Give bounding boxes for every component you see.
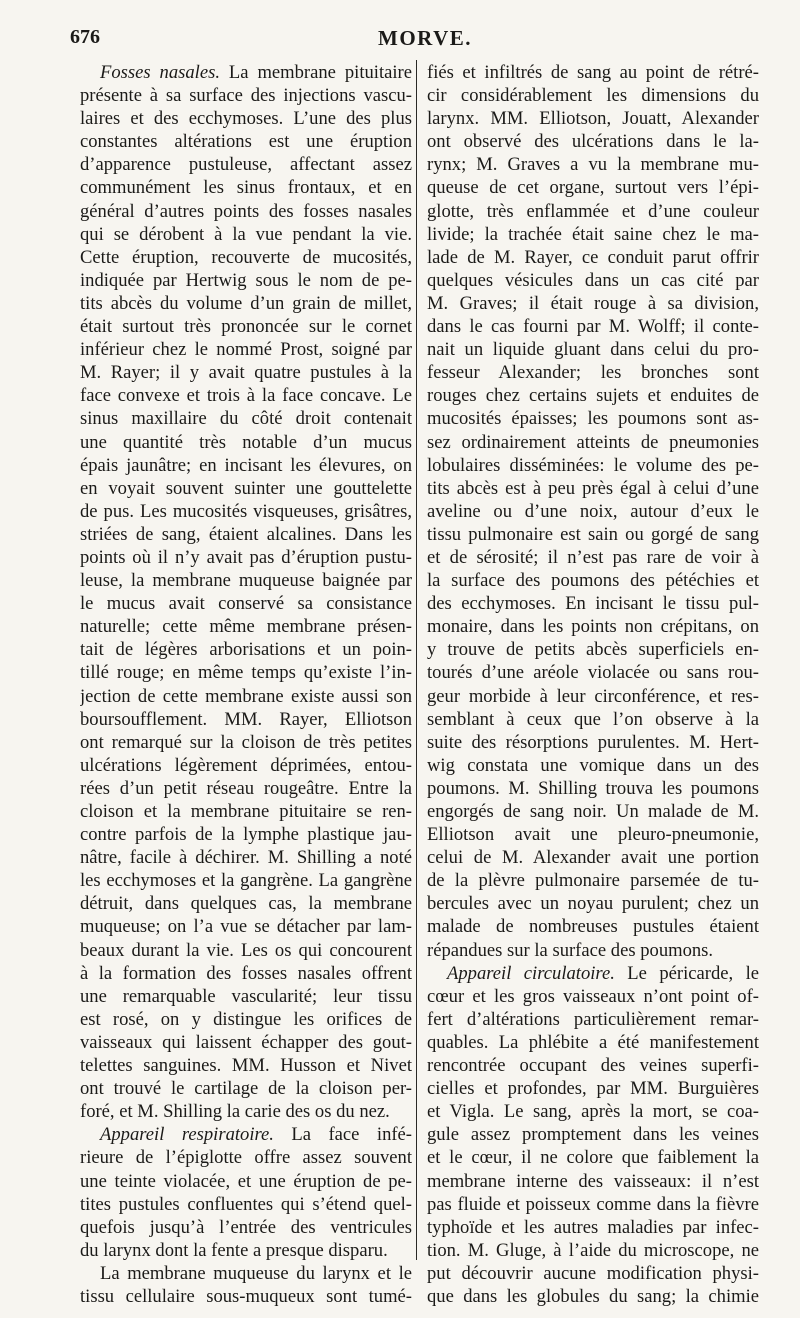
text-line: tits abcès du volume d’un grain de millet, — [80, 292, 412, 314]
text-line: ont observé des ulcérations dans le la- — [427, 131, 759, 153]
text-line: rieure de l’épiglotte offre assez souvent — [80, 1147, 412, 1169]
text-line: des ecchymoses. En incisant le tissu pul- — [427, 593, 759, 615]
text-line — [427, 962, 759, 985]
text-line: rynx; M. Graves a vu la membrane mu- — [427, 154, 759, 176]
text-line: boursoufflement. MM. Rayer, Elliotson — [80, 708, 412, 730]
text-line: et Vigla. Le sang, après la mort, se coa- — [427, 1101, 759, 1123]
text-line: La membrane muqueuse du larynx et le — [100, 1262, 412, 1284]
text-line — [80, 1123, 412, 1146]
text-line: ont trouvé le cartilage de la cloison per- — [80, 1078, 412, 1100]
text-line: sinus maxillaire du côté droit contenait — [80, 408, 412, 430]
text-line: livide; la trachée était saine chez le ma- — [427, 223, 759, 245]
text-line: épais jaunâtre; en incisant les élevures, on — [80, 454, 412, 476]
text-line: Elliotson avait une pleuro-pneumonie, — [427, 824, 759, 846]
text-line: fert d’altérations particulièrement remar- — [427, 1008, 759, 1030]
text-line: put découvrir aucune modification physi- — [427, 1262, 759, 1284]
text-line: une teinte violacée, et une éruption de pe- — [80, 1170, 412, 1192]
text-line: cloison et la membrane pituitaire se ren- — [80, 801, 412, 822]
text-line: contre parfois de la lymphe plastique jau- — [80, 824, 412, 846]
text-line: gule assez promptement dans les veines — [427, 1124, 759, 1146]
text-line: tillé rouge; en même temps qu’existe l’in- — [80, 662, 412, 684]
text-line: communément les sinus frontaux, et en — [80, 177, 412, 199]
text-line: M. Rayer; il y avait quatre pustules à la — [80, 362, 412, 384]
text-line: tites pustules confluentes qui s’étend quel- — [80, 1193, 412, 1215]
text-line: pas fluide et poisseux comme dans la fièvre — [427, 1193, 759, 1215]
text-line: aveline ou d’une noix, autour d’eux le — [427, 500, 759, 522]
text-line: ulcérations légèrement déprimées, entou- — [80, 754, 412, 776]
text-line: points où il n’y avait pas d’éruption pustu- — [80, 546, 412, 568]
section-heading: Appareil respiratoire. — [100, 1124, 274, 1146]
text-line: membrane interne des vaisseaux: il n’est — [427, 1170, 759, 1192]
text-line: tits abcès est à peu près égal à celui d’une — [427, 477, 759, 499]
line-text: La face infé- — [273, 1124, 412, 1146]
text-line: Cette éruption, recouverte de mucosités, — [80, 246, 412, 268]
page-header — [70, 26, 760, 56]
section-heading: Fosses nasales. — [100, 62, 220, 83]
text-line: laires et des ecchymoses. L’une des plus — [80, 108, 412, 130]
section-heading: Appareil circulatoire. — [447, 962, 615, 984]
text-line: quelques vésicules dans un cas cité par — [427, 269, 759, 291]
text-line: inférieur chez le nommé Prost, soigné par — [80, 339, 412, 361]
text-line: cœur et les gros vaisseaux n’ont point of- — [427, 985, 759, 1007]
text-line: cielles et profondes, par MM. Burguières — [427, 1078, 759, 1100]
text-line: muqueuse; on l’a vue se détacher par lam- — [80, 916, 412, 938]
text-line: fesseur Alexander; les bronches sont — [427, 362, 759, 384]
text-line: était surtout très prononcée sur le cornet — [80, 316, 412, 338]
text-line: quefois jusqu’à l’entrée des ventricules — [80, 1216, 412, 1238]
text-line: tissu pulmonaire est sain ou gorgé de sang — [427, 523, 759, 545]
text-line: lobulaires disséminées: le volume des pe- — [427, 454, 759, 476]
text-line: une quantité très notable d’un mucus — [80, 431, 412, 453]
text-line: queuse de cet organe, surtout vers l’épi- — [427, 177, 759, 199]
text-line: à la formation des fosses nasales offrent — [80, 962, 412, 984]
text-line — [80, 61, 412, 84]
text-line: bercules avec un noyau purulent; chez un — [427, 893, 759, 915]
text-line: monaire, dans les points non crépitans, on — [427, 616, 759, 638]
text-line: foré, et M. Shilling la carie des os du nez. — [80, 1101, 390, 1123]
text-line: dans le cas fourni par M. Wolff; il conte- — [427, 316, 759, 338]
text-line: d’apparence pustuleuse, affectant assez — [80, 154, 412, 176]
text-line: rouges chez certains sujets et enduites de — [427, 385, 759, 407]
text-line: geur morbide à leur circonférence, et res- — [427, 685, 759, 707]
text-line: nâtre, facile à déchirer. M. Shilling a noté — [80, 847, 412, 869]
text-line: tait de légères arborisations et un poin- — [80, 639, 412, 661]
text-line: malade de nombreuses pustules étaient — [427, 916, 759, 938]
text-line: ont remarqué sur la cloison de très petites — [80, 731, 412, 753]
text-line: cir considérablement les dimensions du — [427, 85, 759, 107]
text-line: constantes altérations est une éruption — [80, 131, 412, 153]
text-line: présente à sa surface des injections vascu- — [80, 85, 412, 107]
text-line: et le cœur, il ne colore que faiblement la — [427, 1147, 759, 1169]
text-line: y trouve de petits abcès superficiels en- — [427, 639, 759, 661]
text-line: en voyait souvent suinter une gouttelette — [80, 477, 412, 499]
text-line: les ecchymoses et la gangrène. La gangrène — [80, 870, 412, 892]
text-line: fiés et infiltrés de sang au point de rétré- — [427, 62, 759, 83]
text-line: wig constata une vomique dans un des — [427, 754, 759, 776]
text-line: naturelle; cette même membrane présen- — [80, 616, 412, 638]
text-line: celui de M. Alexander avait une portion — [427, 847, 759, 869]
text-line: leuse, la membrane muqueuse baignée par — [80, 570, 412, 592]
text-line: semblant à ceux que l’on observe à la — [427, 708, 759, 730]
text-line: striées de sang, étaient alcalines. Dans les — [80, 523, 412, 545]
text-line: détruit, dans quelques cas, la membrane — [80, 893, 412, 915]
text-line: quables. La phlébite a été manifestement — [427, 1031, 759, 1053]
text-line: lade de M. Rayer, ce conduit parut offrir — [427, 246, 759, 268]
text-line: une remarquable vascularité; leur tissu — [80, 985, 412, 1007]
text-line: répandues sur la surface des poumons. — [427, 939, 714, 961]
text-line: est rosé, on y distingue les orifices de — [80, 1008, 412, 1030]
text-line: sez ordinairement atteints de pneumonies — [427, 431, 759, 453]
text-line: qui se dérobent à la vue pendant la vie. — [80, 223, 412, 245]
text-line: glotte, très enflammée et d’une couleur — [427, 200, 759, 222]
text-line: de pus. Les mucosités visqueuses, grisâtres, — [80, 500, 412, 522]
text-line: et de sérosité; il n’est pas rare de voir à — [427, 546, 759, 568]
text-line: général d’autres points des fosses nasales — [80, 200, 412, 222]
line-text: La membrane pituitaire — [219, 62, 412, 83]
column-divider — [416, 60, 417, 1260]
right-column — [427, 61, 759, 1308]
text-line: M. Graves; il était rouge à sa division, — [427, 292, 759, 314]
text-line: nait un liquide gluant dans celui du pro- — [427, 339, 759, 361]
text-line: indiquée par Hertwig sous le nom de pe- — [80, 269, 412, 291]
text-line: tion. M. Gluge, à l’aide du microscope, ne — [427, 1239, 759, 1261]
text-line: engorgés de sang noir. Un malade de M. — [427, 801, 759, 822]
text-line: beaux durant la vie. Les os qui concourent — [80, 939, 412, 961]
text-line: le mucus avait conservé sa consistance — [80, 593, 412, 615]
text-line: la surface des poumons des pétéchies et — [427, 570, 759, 592]
text-line: de la plèvre pulmonaire parsemée de tu- — [427, 870, 759, 892]
text-line: rées d’un petit réseau rougeâtre. Entre la — [80, 777, 412, 799]
text-line: vaisseaux qui laissent échapper des gout- — [80, 1031, 412, 1053]
text-line: mucosités épaisses; les poumons sont as- — [427, 408, 759, 430]
text-line: que dans les globules du sang; la chimie — [427, 1285, 759, 1307]
text-line: tourés d’une aréole violacée ou sans rou- — [427, 662, 759, 684]
text-line: suite des résorptions purulentes. M. Hert- — [427, 731, 759, 753]
running-title: MORVE. — [378, 26, 473, 50]
text-line: rencontrée occupant des veines superfi- — [427, 1055, 759, 1077]
text-line: poumons. M. Shilling trouva les poumons — [427, 777, 759, 799]
text-line: du larynx dont la fente a presque disparu. — [80, 1239, 388, 1261]
text-line: jection de cette membrane existe aussi son — [80, 685, 412, 707]
left-column — [80, 61, 412, 1308]
text-line: telettes sanguines. MM. Husson et Nivet — [80, 1055, 412, 1077]
line-text: Le péricarde, le — [614, 962, 759, 984]
text-line: larynx. MM. Elliotson, Jouatt, Alexander — [427, 108, 759, 130]
page-number: 676 — [70, 26, 100, 48]
text-line: face convexe et trois à la face concave. Le — [80, 385, 412, 407]
text-line: typhoïde et les autres maladies par infec- — [427, 1216, 759, 1238]
text-line: tissu cellulaire sous-muqueux sont tumé- — [80, 1285, 412, 1307]
